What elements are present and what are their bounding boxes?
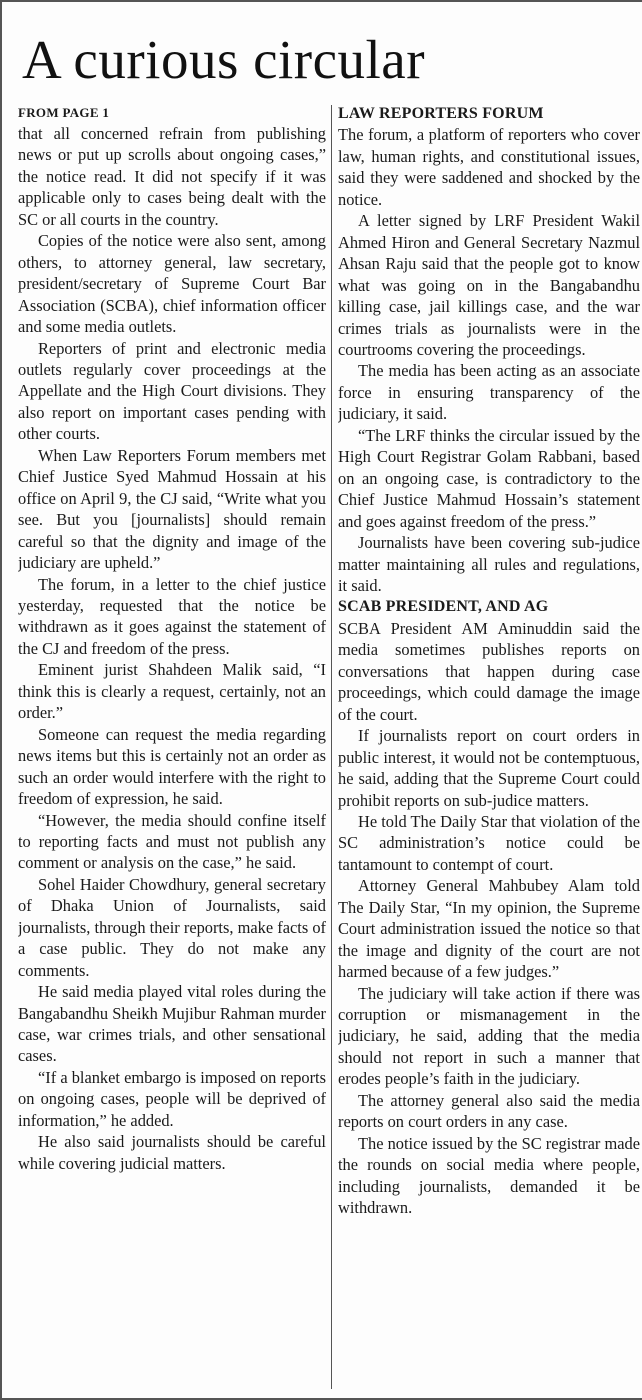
article-paragraph: Sohel Haider Chowdhury, general secretary of Dhaka Union of Journalists, said journalists, through their reports, make facts of a case public. They do not make any comments. bbox=[18, 874, 326, 980]
article-paragraph: Copies of the notice were also sent, among others, to attorney general, law secretary, president/secretary of Supreme Court Bar Association (SCBA), chief information officer and some media outlets. bbox=[18, 231, 326, 337]
article-paragraph: “If a blanket embargo is imposed on reports on ongoing cases, people will be deprived of information,” he added. bbox=[18, 1067, 326, 1130]
section-heading-lrf: LAW REPORTERS FORUM bbox=[338, 105, 544, 122]
article-paragraph: Attorney General Mahbubey Alam told The Daily Star, “In my opinion, the Supreme Court administration issued the notice so that the image and dignity of the court are not harmed because of a few judges.” bbox=[338, 876, 640, 982]
article-paragraph: The media has been acting as an associate force in ensuring transparency of the judiciary, it said. bbox=[338, 361, 640, 424]
article-paragraph: that all concerned refrain from publishing news or put up scrolls about ongoing cases,” the notice read. It did not specify if it was applicable only to cases being dealt with the SC or all courts in the country. bbox=[18, 124, 326, 229]
article-paragraph: If journalists report on court orders in public interest, it would not be contemptuous, he said, adding that the Supreme Court could prohibit reports on sub-judice matters. bbox=[338, 726, 640, 810]
article-paragraph: “The LRF thinks the circular issued by the High Court Registrar Golam Rabbani, based on an ongoing case, is contradictory to the Chief Justice Mahmud Hossain’s statement and goes against freedom of the press.” bbox=[338, 425, 640, 531]
continuation-kicker: FROM PAGE 1 bbox=[18, 105, 110, 120]
article-paragraph: SCBA President AM Aminuddin said the media sometimes publishes reports on conversations that happen during case proceedings, which could damage the image of the court. bbox=[338, 618, 640, 724]
article-paragraph: He also said journalists should be careful while covering judicial matters. bbox=[18, 1132, 326, 1173]
article-paragraph: A letter signed by LRF President Wakil Ahmed Hiron and General Secretary Nazmul Ahsan Raju said that the people got to know what was going on in the Bangabandhu killing case, jail killings case, and the war crimes trials as journalists were in the courtrooms covering the proceedings. bbox=[338, 211, 640, 359]
left-column bbox=[18, 103, 326, 1391]
section-heading-scba: SCAB PRESIDENT, AND AG bbox=[338, 598, 549, 616]
headline: A curious circular bbox=[22, 29, 426, 90]
article-paragraph: The notice issued by the SC registrar made the rounds on social media where people, including journalists, demanded it be withdrawn. bbox=[338, 1133, 640, 1218]
article-paragraph: When Law Reporters Forum members met Chief Justice Syed Mahmud Hossain at his office on April 9, the CJ said, “Write what you see. But you [journalists] should remain careful so that the dignity and image of the judiciary are upheld.” bbox=[18, 445, 326, 573]
article-paragraph: Journalists have been covering sub-judice matter maintaining all rules and regulations, it said. bbox=[338, 533, 640, 595]
article-paragraph: He told The Daily Star that violation of the SC administration’s notice could be tantamount to contempt of court. bbox=[338, 811, 640, 874]
article-paragraph: “However, the media should confine itself to reporting facts and must not publish any comment or analysis on the case,” he said. bbox=[18, 810, 326, 873]
right-column bbox=[338, 103, 640, 1391]
article-paragraph: Someone can request the media regarding news items but this is certainly not an order as such an order would interfere with the right to freedom of expression, he said. bbox=[18, 724, 326, 809]
column-divider bbox=[331, 105, 332, 1389]
article-paragraph: The judiciary will take action if there was corruption or mismanagement in the judiciary, he said, adding that the media should not report in such a manner that erodes people’s faith in the judiciary. bbox=[338, 983, 640, 1089]
article-paragraph: The forum, a platform of reporters who cover law, human rights, and constitutional issues, said they were saddened and shocked by the notice. bbox=[338, 125, 640, 209]
article-paragraph: He said media played vital roles during the Bangabandhu Sheikh Mujibur Rahman murder case, war crimes trials, and other sensational cases. bbox=[18, 982, 326, 1066]
article-paragraph: Eminent jurist Shahdeen Malik said, “I think this is clearly a request, certainly, not an order.” bbox=[18, 660, 326, 723]
article-paragraph: Reporters of print and electronic media outlets regularly cover proceedings at the Appellate and the High Court divisions. They also report on important cases pending with other courts. bbox=[18, 338, 326, 444]
article-paragraph: The forum, in a letter to the chief justice yesterday, requested that the notice be withdrawn as it goes against the statement of the CJ and freedom of the press. bbox=[18, 574, 326, 658]
article-paragraph: The attorney general also said the media reports on court orders in any case. bbox=[338, 1090, 640, 1132]
